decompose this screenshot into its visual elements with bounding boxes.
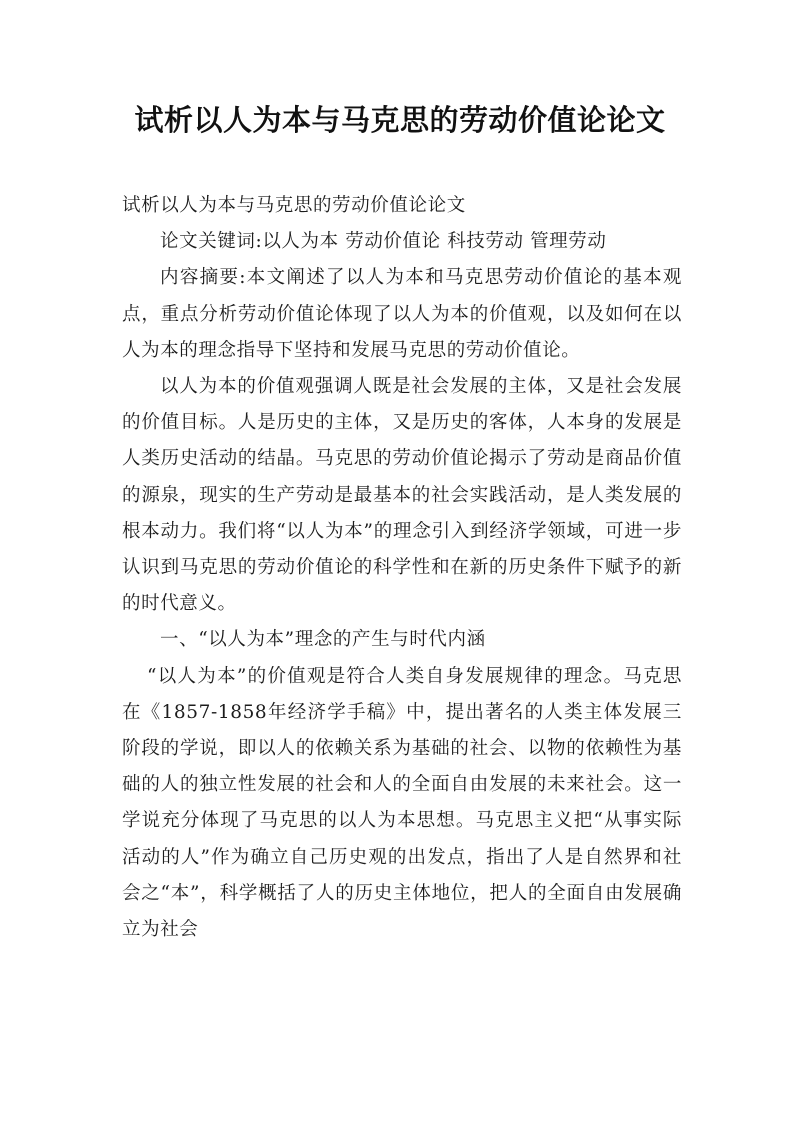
document-subtitle: 试析以人为本与马克思的劳动价值论论文 — [122, 195, 466, 216]
section-heading-1: 一、“以人为本”理念的产生与时代内涵 — [160, 629, 486, 651]
keywords-line: 论文关键词:以人为本 劳动价值论 科技劳动 管理劳动 — [160, 231, 607, 253]
document-body — [122, 188, 682, 948]
document-title: 试析以人为本与马克思的劳动价值论论文 — [134, 103, 666, 137]
body-paragraph-2: “以人为本”的价值观是符合人类自身发展规律的理念。马克思在《1857-1858年经济学手稿》中，提出著名的人类主体发展三阶段的学说，即以人的依赖关系为基础的社会、以物的依赖性为基础的人的独立性发展的社会和人的全面自由发展的未来社会。这一学说充分体现了马克思的以人为本思想。马克思主义把“从事实际活动的人”作为确立自己历史观的出发点，指出了人是自然界和社会之“本”，科学概括了人的历史主体地位，把人的全面自由发展确立为社会 — [122, 665, 682, 941]
abstract-paragraph: 内容摘要:本文阐述了以人为本和马克思劳动价值论的基本观点，重点分析劳动价值论体现了以人为本的价值观，以及如何在以人为本的理念指导下坚持和发展马克思的劳动价值论。 — [122, 267, 682, 361]
body-paragraph-1: 以人为本的价值观强调人既是社会发展的主体，又是社会发展的价值目标。人是历史的主体，又是历史的客体，人本身的发展是人类历史活动的结晶。马克思的劳动价值论揭示了劳动是商品价值的源泉，现实的生产劳动是最基本的社会实践活动，是人类发展的根本动力。我们将“以人为本”的理念引入到经济学领域，可进一步认识到马克思的劳动价值论的科学性和在新的历史条件下赋予的新的时代意义。 — [122, 376, 682, 615]
